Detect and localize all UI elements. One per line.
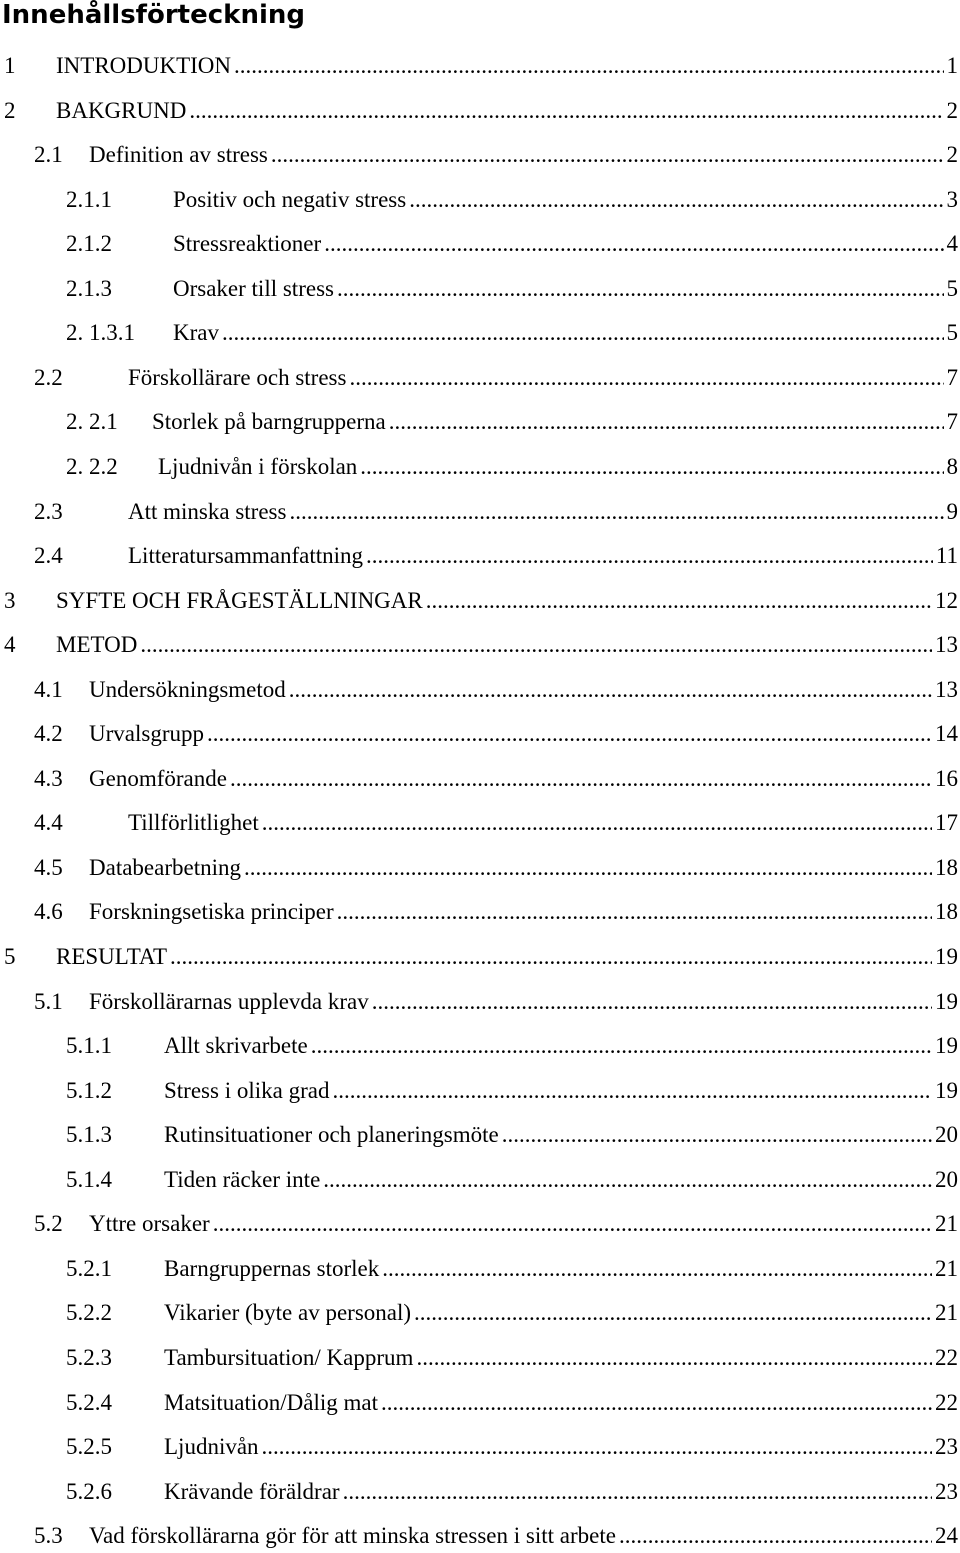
toc-entry-title: Litteratursammanfattning: [128, 543, 364, 569]
toc-entry-number: 4.3: [34, 765, 63, 791]
toc-entry-number: 4.4: [34, 810, 63, 836]
toc-entry-page-number: 22: [935, 1389, 958, 1415]
toc-entry-page-number: 19: [935, 988, 958, 1014]
toc-dot-leader: [213, 1207, 932, 1241]
toc-entry-title: Krav: [173, 320, 219, 346]
toc-dot-leader: [619, 1519, 932, 1553]
toc-dot-leader: [140, 628, 932, 662]
toc-entry-page-number: 1: [946, 53, 958, 78]
toc-entry-title: BAKGRUND: [56, 97, 187, 123]
toc-entry[interactable]: [0, 94, 960, 128]
toc-entry[interactable]: [0, 717, 960, 751]
toc-entry-number: 5.2.3: [66, 1344, 112, 1370]
toc-entry-page-number: 17: [935, 810, 958, 836]
toc-entry-page-number: 20: [935, 1122, 958, 1148]
toc-entry-number: 3: [4, 587, 16, 613]
toc-entry-number: 2. 2.2: [66, 453, 118, 479]
toc-entry-number: 5.1.1: [66, 1033, 112, 1059]
toc-entry[interactable]: [0, 985, 960, 1019]
toc-entry-title: Urvalsgrupp: [89, 721, 204, 747]
toc-entry-page-number: 24: [935, 1523, 958, 1549]
toc-entry-number: 1: [4, 53, 16, 78]
toc-dot-leader: [323, 1163, 932, 1197]
toc-entry-number: 5.3: [34, 1523, 63, 1549]
toc-entry[interactable]: [0, 1386, 960, 1420]
toc-entry-number: 5: [4, 944, 16, 969]
toc-entry-title: Ljudnivån: [164, 1434, 259, 1460]
toc-entry-title: Ljudnivån i förskolan: [158, 453, 358, 479]
toc-dot-leader: [207, 717, 932, 751]
toc-dot-leader: [337, 272, 944, 306]
toc-entry-page-number: 21: [935, 1300, 958, 1326]
toc-entry-number: 2.4: [34, 543, 63, 569]
toc-entry[interactable]: [0, 940, 960, 974]
toc-entry-title: Tiden räcker inte: [164, 1166, 321, 1192]
toc-entry-title: Storlek på barngrupperna: [152, 409, 386, 435]
toc-dot-leader: [222, 316, 944, 350]
toc-entry-page-number: 13: [935, 632, 958, 658]
toc-dot-leader: [234, 49, 943, 83]
toc-entry-number: 2. 2.1: [66, 409, 118, 435]
toc-dot-leader: [230, 762, 932, 796]
toc-entry-title: Att minska stress: [128, 498, 287, 524]
toc-entry-number: 5.2.4: [66, 1389, 112, 1415]
toc-dot-leader: [426, 584, 932, 618]
toc-entry-number: 5.1.2: [66, 1077, 112, 1103]
toc-entry-title: Orsaker till stress: [173, 275, 334, 301]
toc-entry-page-number: 12: [935, 587, 958, 613]
toc-entry[interactable]: [0, 450, 960, 484]
toc-entry-page-number: 5: [946, 320, 958, 346]
toc-dot-leader: [372, 985, 932, 1019]
toc-entry-number: 5.2.2: [66, 1300, 112, 1326]
toc-entry-title: SYFTE OCH FRÅGESTÄLLNINGAR: [56, 587, 423, 613]
toc-entry-title: Genomförande: [89, 765, 227, 791]
toc-dot-leader: [271, 138, 944, 172]
toc-entry-number: 4.6: [34, 899, 63, 925]
toc-dot-leader: [409, 183, 943, 217]
toc-entry-page-number: 7: [946, 409, 958, 435]
toc-entry-page-number: 22: [935, 1344, 958, 1370]
toc-entry-number: 2.1.2: [66, 231, 112, 257]
toc-entry[interactable]: [0, 183, 960, 217]
toc-entry-title: Positiv och negativ stress: [173, 186, 407, 212]
toc-dot-leader: [189, 94, 943, 128]
toc-entry-title: Allt skrivarbete: [164, 1033, 308, 1059]
toc-entry-number: 4: [4, 632, 16, 658]
toc-entry-number: 2.3: [34, 498, 63, 524]
toc-entry-page-number: 13: [935, 676, 958, 702]
toc-entry-number: 5.2.5: [66, 1434, 112, 1460]
toc-dot-leader: [262, 1430, 932, 1464]
toc-entry-number: 2.2: [34, 364, 63, 390]
toc-entry-number: 5.1: [34, 988, 63, 1014]
toc-entry-title: Rutinsituationer och planeringsmöte: [164, 1122, 499, 1148]
toc-entry[interactable]: [0, 1207, 960, 1241]
toc-entry-page-number: 2: [946, 97, 958, 123]
toc-dot-leader: [416, 1341, 932, 1375]
toc-entry-title: Tillförlitlighet: [128, 810, 259, 836]
toc-entry[interactable]: [0, 227, 960, 261]
toc-entry-title: Tambursituation/ Kapprum: [164, 1344, 414, 1370]
toc-entry-page-number: 23: [935, 1478, 958, 1504]
toc-entry-page-number: 4: [946, 231, 958, 257]
toc-dot-leader: [170, 940, 932, 974]
toc-entry-title: INTRODUKTION: [56, 53, 232, 78]
toc-entry-page-number: 8: [946, 453, 958, 479]
toc-entry-title: Forskningsetiska principer: [89, 899, 334, 925]
toc-entry-page-number: 18: [935, 854, 958, 880]
toc-entry[interactable]: [0, 628, 960, 662]
toc-entry-page-number: 11: [935, 543, 958, 569]
toc-entry[interactable]: [0, 1252, 960, 1286]
toc-entry-number: 2.1.3: [66, 275, 112, 301]
toc-entry-title: Matsituation/Dålig mat: [164, 1389, 378, 1415]
toc-dot-leader: [360, 450, 943, 484]
toc-entry-number: 4.2: [34, 721, 63, 747]
toc-entry-title: Förskollärarnas upplevda krav: [89, 988, 369, 1014]
toc-entry-page-number: 21: [935, 1211, 958, 1237]
toc-entry-page-number: 5: [946, 275, 958, 301]
toc-entry-page-number: 14: [935, 721, 958, 747]
toc-entry[interactable]: [0, 1475, 960, 1509]
toc-entry-number: 2.1.1: [66, 186, 112, 212]
toc-dot-leader: [324, 227, 943, 261]
toc-entry[interactable]: [0, 1296, 960, 1330]
toc-entry-title: Stress i olika grad: [164, 1077, 330, 1103]
toc-entry[interactable]: [0, 673, 960, 707]
toc-entry-title: Stressreaktioner: [173, 231, 322, 257]
toc-entry[interactable]: [0, 806, 960, 840]
toc-entry-title: Undersökningsmetod: [89, 676, 286, 702]
toc-entry-number: 2. 1.3.1: [66, 320, 135, 346]
toc-entry-number: 5.2.1: [66, 1255, 112, 1281]
toc-entry[interactable]: [0, 1029, 960, 1063]
toc-entry-title: Barngruppernas storlek: [164, 1255, 380, 1281]
toc-entry[interactable]: [0, 138, 960, 172]
toc-entry[interactable]: [0, 1118, 960, 1152]
toc-entry-title: Krävande föräldrar: [164, 1478, 340, 1504]
toc-entry[interactable]: [0, 1074, 960, 1108]
toc-entry-page-number: 18: [935, 899, 958, 925]
toc-dot-leader: [289, 673, 932, 707]
toc-dot-leader: [381, 1386, 932, 1420]
toc-entry-page-number: 19: [935, 1077, 958, 1103]
toc-heading: Innehållsförteckning: [2, 0, 305, 30]
toc-entry-number: 2: [4, 97, 16, 123]
toc-entry-number: 4.5: [34, 854, 63, 880]
toc-entry-number: 2.1: [34, 142, 63, 168]
toc-entry-page-number: 20: [935, 1166, 958, 1192]
toc-entry-title: Yttre orsaker: [89, 1211, 210, 1237]
toc-entry-page-number: 19: [935, 1033, 958, 1059]
toc-entry[interactable]: [0, 1163, 960, 1197]
toc-entry-title: Vikarier (byte av personal): [164, 1300, 412, 1326]
toc-entry[interactable]: [0, 495, 960, 529]
toc-dot-leader: [414, 1296, 932, 1330]
toc-dot-leader: [389, 405, 944, 439]
toc-entry[interactable]: [0, 1430, 960, 1464]
toc-entry[interactable]: [0, 1341, 960, 1375]
toc-dot-leader: [337, 895, 932, 929]
toc-entry[interactable]: [0, 316, 960, 350]
toc-entry-page-number: 3: [946, 186, 958, 212]
toc-entry-title: METOD: [56, 632, 138, 658]
toc-entry-title: Definition av stress: [89, 142, 268, 168]
toc-dot-leader: [289, 495, 943, 529]
toc-entry-title: Databearbetning: [89, 854, 241, 880]
toc-entry-title: Vad förskollärarna gör för att minska stressen i sitt arbete: [89, 1523, 616, 1549]
toc-entry-page-number: 21: [935, 1255, 958, 1281]
toc-entry[interactable]: [0, 361, 960, 395]
toc-entry[interactable]: [0, 584, 960, 618]
toc-entry-page-number: 9: [946, 498, 958, 524]
toc-dot-leader: [244, 851, 932, 885]
toc-entry[interactable]: [0, 272, 960, 306]
toc-dot-leader: [366, 539, 933, 573]
toc-entry-number: 5.1.3: [66, 1122, 112, 1148]
toc-entry-number: 4.1: [34, 676, 63, 702]
toc-entry[interactable]: [0, 49, 960, 83]
toc-entry-number: 5.2.6: [66, 1478, 112, 1504]
toc-dot-leader: [343, 1475, 932, 1509]
toc-entry-page-number: 23: [935, 1434, 958, 1460]
toc-entry-title: RESULTAT: [56, 944, 168, 969]
toc-entry-page-number: 19: [935, 944, 958, 969]
toc-entry[interactable]: [0, 1519, 960, 1553]
toc-dot-leader: [382, 1252, 932, 1286]
toc-entry[interactable]: [0, 762, 960, 796]
toc-entry-title: Förskollärare och stress: [128, 364, 347, 390]
toc-entry-number: 5.2: [34, 1211, 63, 1237]
toc-entry[interactable]: [0, 405, 960, 439]
toc-entry-page-number: 2: [946, 142, 958, 168]
toc-dot-leader: [262, 806, 932, 840]
toc-entry[interactable]: [0, 539, 960, 573]
toc-entry[interactable]: [0, 851, 960, 885]
toc-dot-leader: [349, 361, 943, 395]
toc-dot-leader: [332, 1074, 932, 1108]
toc-entry-page-number: 7: [946, 364, 958, 390]
toc-entry[interactable]: [0, 895, 960, 929]
toc-entry-page-number: 16: [935, 765, 958, 791]
toc-dot-leader: [502, 1118, 932, 1152]
toc-entry-number: 5.1.4: [66, 1166, 112, 1192]
toc-dot-leader: [311, 1029, 932, 1063]
